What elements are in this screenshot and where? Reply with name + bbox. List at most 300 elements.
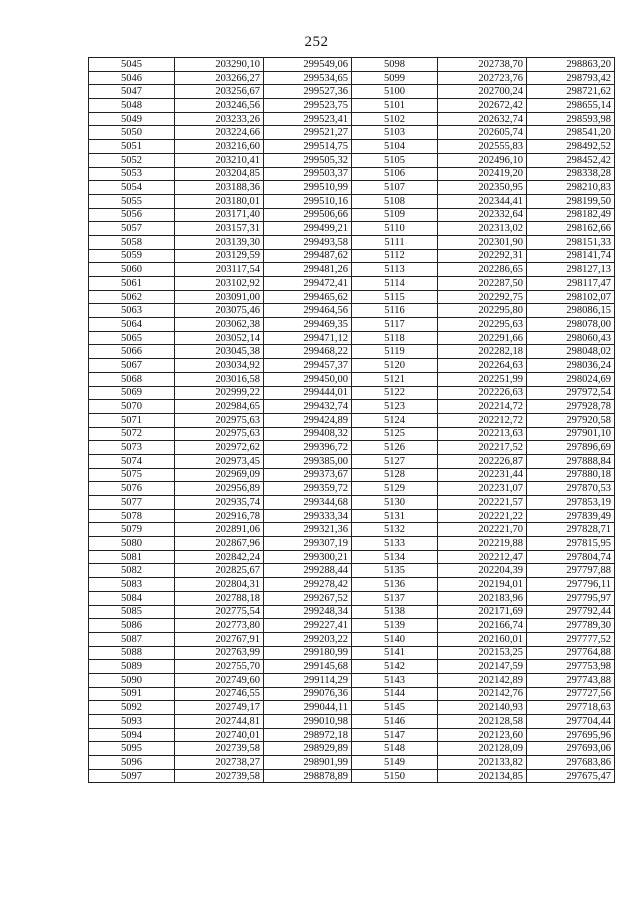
y-coordinate-cell: 299472,41 <box>264 277 352 291</box>
x-coordinate-cell: 202292,31 <box>438 249 527 263</box>
table-row <box>89 153 615 167</box>
point-number-cell: 5096 <box>89 756 175 770</box>
x-coordinate-cell: 202295,80 <box>438 304 527 318</box>
x-coordinate-cell: 202153,25 <box>438 646 527 660</box>
x-coordinate-cell: 202212,72 <box>438 413 527 427</box>
x-coordinate-cell: 203180,01 <box>175 194 264 208</box>
point-number-cell: 5117 <box>352 318 438 332</box>
x-coordinate-cell: 203129,59 <box>175 249 264 263</box>
point-number-cell: 5089 <box>89 660 175 674</box>
point-number-cell: 5058 <box>89 235 175 249</box>
point-number-cell: 5101 <box>352 99 438 113</box>
y-coordinate-cell: 298141,74 <box>527 249 615 263</box>
table-row <box>89 318 615 332</box>
y-coordinate-cell: 299076,36 <box>264 687 352 701</box>
table-row <box>89 660 615 674</box>
x-coordinate-cell: 202984,65 <box>175 400 264 414</box>
x-coordinate-cell: 202739,58 <box>175 742 264 756</box>
x-coordinate-cell: 202969,09 <box>175 468 264 482</box>
x-coordinate-cell: 202555,83 <box>438 140 527 154</box>
point-number-cell: 5099 <box>352 71 438 85</box>
y-coordinate-cell: 299424,89 <box>264 413 352 427</box>
x-coordinate-cell: 202773,80 <box>175 619 264 633</box>
y-coordinate-cell: 298338,28 <box>527 167 615 181</box>
table-row <box>89 591 615 605</box>
point-number-cell: 5092 <box>89 701 175 715</box>
y-coordinate-cell: 298151,33 <box>527 235 615 249</box>
y-coordinate-cell: 297972,54 <box>527 386 615 400</box>
x-coordinate-cell: 202350,95 <box>438 181 527 195</box>
point-number-cell: 5111 <box>352 235 438 249</box>
point-number-cell: 5095 <box>89 742 175 756</box>
table-row <box>89 290 615 304</box>
x-coordinate-cell: 202956,89 <box>175 482 264 496</box>
point-number-cell: 5138 <box>352 605 438 619</box>
point-number-cell: 5054 <box>89 181 175 195</box>
point-number-cell: 5107 <box>352 181 438 195</box>
x-coordinate-cell: 202891,06 <box>175 523 264 537</box>
y-coordinate-cell: 299010,98 <box>264 715 352 729</box>
x-coordinate-cell: 203290,10 <box>175 58 264 72</box>
y-coordinate-cell: 297804,74 <box>527 550 615 564</box>
y-coordinate-cell: 297792,44 <box>527 605 615 619</box>
point-number-cell: 5108 <box>352 194 438 208</box>
x-coordinate-cell: 203266,27 <box>175 71 264 85</box>
x-coordinate-cell: 202286,65 <box>438 263 527 277</box>
x-coordinate-cell: 202204,39 <box>438 564 527 578</box>
y-coordinate-cell: 299321,36 <box>264 523 352 537</box>
table-row <box>89 194 615 208</box>
x-coordinate-cell: 202140,93 <box>438 701 527 715</box>
point-number-cell: 5088 <box>89 646 175 660</box>
y-coordinate-cell: 298102,07 <box>527 290 615 304</box>
point-number-cell: 5136 <box>352 578 438 592</box>
table-row <box>89 386 615 400</box>
y-coordinate-cell: 298655,14 <box>527 99 615 113</box>
x-coordinate-cell: 202221,70 <box>438 523 527 537</box>
y-coordinate-cell: 297764,88 <box>527 646 615 660</box>
point-number-cell: 5084 <box>89 591 175 605</box>
x-coordinate-cell: 202738,27 <box>175 756 264 770</box>
y-coordinate-cell: 299432,74 <box>264 400 352 414</box>
point-number-cell: 5135 <box>352 564 438 578</box>
x-coordinate-cell: 202935,74 <box>175 496 264 510</box>
table-row <box>89 427 615 441</box>
point-number-cell: 5093 <box>89 715 175 729</box>
table-row <box>89 454 615 468</box>
table-row <box>89 126 615 140</box>
x-coordinate-cell: 202214,72 <box>438 400 527 414</box>
point-number-cell: 5132 <box>352 523 438 537</box>
table-row <box>89 235 615 249</box>
table-row <box>89 140 615 154</box>
y-coordinate-cell: 298024,69 <box>527 372 615 386</box>
y-coordinate-cell: 299469,35 <box>264 318 352 332</box>
y-coordinate-cell: 298182,49 <box>527 208 615 222</box>
y-coordinate-cell: 297797,88 <box>527 564 615 578</box>
x-coordinate-cell: 203075,46 <box>175 304 264 318</box>
y-coordinate-cell: 298210,83 <box>527 181 615 195</box>
point-number-cell: 5067 <box>89 359 175 373</box>
table-row <box>89 304 615 318</box>
x-coordinate-cell: 202264,63 <box>438 359 527 373</box>
x-coordinate-cell: 203052,14 <box>175 331 264 345</box>
y-coordinate-cell: 297839,49 <box>527 509 615 523</box>
point-number-cell: 5146 <box>352 715 438 729</box>
point-number-cell: 5149 <box>352 756 438 770</box>
table-row <box>89 345 615 359</box>
x-coordinate-cell: 202171,69 <box>438 605 527 619</box>
table-row <box>89 564 615 578</box>
table-row <box>89 496 615 510</box>
x-coordinate-cell: 202975,63 <box>175 427 264 441</box>
point-number-cell: 5102 <box>352 112 438 126</box>
x-coordinate-cell: 202282,18 <box>438 345 527 359</box>
point-number-cell: 5094 <box>89 728 175 742</box>
y-coordinate-cell: 299510,16 <box>264 194 352 208</box>
y-coordinate-cell: 299145,68 <box>264 660 352 674</box>
y-coordinate-cell: 298929,89 <box>264 742 352 756</box>
point-number-cell: 5059 <box>89 249 175 263</box>
point-number-cell: 5063 <box>89 304 175 318</box>
y-coordinate-cell: 297777,52 <box>527 632 615 646</box>
y-coordinate-cell: 299523,41 <box>264 112 352 126</box>
point-number-cell: 5113 <box>352 263 438 277</box>
x-coordinate-cell: 202344,41 <box>438 194 527 208</box>
table-row <box>89 523 615 537</box>
point-number-cell: 5082 <box>89 564 175 578</box>
x-coordinate-cell: 203139,30 <box>175 235 264 249</box>
table-row <box>89 673 615 687</box>
point-number-cell: 5056 <box>89 208 175 222</box>
point-number-cell: 5086 <box>89 619 175 633</box>
x-coordinate-cell: 203062,38 <box>175 318 264 332</box>
table-row <box>89 728 615 742</box>
table-row <box>89 482 615 496</box>
x-coordinate-cell: 202194,01 <box>438 578 527 592</box>
y-coordinate-cell: 297718,63 <box>527 701 615 715</box>
point-number-cell: 5133 <box>352 537 438 551</box>
y-coordinate-cell: 298492,52 <box>527 140 615 154</box>
x-coordinate-cell: 202973,45 <box>175 454 264 468</box>
x-coordinate-cell: 202147,59 <box>438 660 527 674</box>
x-coordinate-cell: 202419,20 <box>438 167 527 181</box>
x-coordinate-cell: 202804,31 <box>175 578 264 592</box>
point-number-cell: 5065 <box>89 331 175 345</box>
point-number-cell: 5046 <box>89 71 175 85</box>
point-number-cell: 5131 <box>352 509 438 523</box>
point-number-cell: 5090 <box>89 673 175 687</box>
point-number-cell: 5068 <box>89 372 175 386</box>
x-coordinate-cell: 202160,01 <box>438 632 527 646</box>
table-row <box>89 71 615 85</box>
x-coordinate-cell: 203188,36 <box>175 181 264 195</box>
y-coordinate-cell: 298117,47 <box>527 277 615 291</box>
x-coordinate-cell: 202755,70 <box>175 660 264 674</box>
x-coordinate-cell: 202332,64 <box>438 208 527 222</box>
y-coordinate-cell: 299505,32 <box>264 153 352 167</box>
y-coordinate-cell: 298086,15 <box>527 304 615 318</box>
x-coordinate-cell: 203216,60 <box>175 140 264 154</box>
table-row <box>89 441 615 455</box>
y-coordinate-cell: 299248,34 <box>264 605 352 619</box>
point-number-cell: 5066 <box>89 345 175 359</box>
x-coordinate-cell: 203045,38 <box>175 345 264 359</box>
x-coordinate-cell: 202672,42 <box>438 99 527 113</box>
x-coordinate-cell: 203171,40 <box>175 208 264 222</box>
y-coordinate-cell: 299396,72 <box>264 441 352 455</box>
point-number-cell: 5073 <box>89 441 175 455</box>
x-coordinate-cell: 202287,50 <box>438 277 527 291</box>
point-number-cell: 5118 <box>352 331 438 345</box>
y-coordinate-cell: 298048,02 <box>527 345 615 359</box>
x-coordinate-cell: 202123,60 <box>438 728 527 742</box>
y-coordinate-cell: 297675,47 <box>527 769 615 783</box>
y-coordinate-cell: 297795,97 <box>527 591 615 605</box>
x-coordinate-cell: 202749,60 <box>175 673 264 687</box>
y-coordinate-cell: 299300,21 <box>264 550 352 564</box>
y-coordinate-cell: 299464,56 <box>264 304 352 318</box>
table-row <box>89 58 615 72</box>
x-coordinate-cell: 203204,85 <box>175 167 264 181</box>
table-row <box>89 85 615 99</box>
x-coordinate-cell: 203102,92 <box>175 277 264 291</box>
y-coordinate-cell: 297870,53 <box>527 482 615 496</box>
point-number-cell: 5049 <box>89 112 175 126</box>
y-coordinate-cell: 299044,11 <box>264 701 352 715</box>
point-number-cell: 5051 <box>89 140 175 154</box>
point-number-cell: 5143 <box>352 673 438 687</box>
x-coordinate-cell: 202226,63 <box>438 386 527 400</box>
y-coordinate-cell: 299506,66 <box>264 208 352 222</box>
table-row <box>89 359 615 373</box>
table-row <box>89 167 615 181</box>
table-row <box>89 263 615 277</box>
x-coordinate-cell: 202842,24 <box>175 550 264 564</box>
point-number-cell: 5057 <box>89 222 175 236</box>
x-coordinate-cell: 202212,47 <box>438 550 527 564</box>
point-number-cell: 5105 <box>352 153 438 167</box>
y-coordinate-cell: 299499,21 <box>264 222 352 236</box>
y-coordinate-cell: 299344,68 <box>264 496 352 510</box>
x-coordinate-cell: 203224,66 <box>175 126 264 140</box>
point-number-cell: 5072 <box>89 427 175 441</box>
x-coordinate-cell: 202739,58 <box>175 769 264 783</box>
table-row <box>89 756 615 770</box>
y-coordinate-cell: 298793,42 <box>527 71 615 85</box>
y-coordinate-cell: 297789,30 <box>527 619 615 633</box>
point-number-cell: 5076 <box>89 482 175 496</box>
point-number-cell: 5050 <box>89 126 175 140</box>
y-coordinate-cell: 297828,71 <box>527 523 615 537</box>
point-number-cell: 5055 <box>89 194 175 208</box>
x-coordinate-cell: 202632,74 <box>438 112 527 126</box>
x-coordinate-cell: 203256,67 <box>175 85 264 99</box>
point-number-cell: 5052 <box>89 153 175 167</box>
y-coordinate-cell: 299359,72 <box>264 482 352 496</box>
point-number-cell: 5130 <box>352 496 438 510</box>
y-coordinate-cell: 299510,99 <box>264 181 352 195</box>
point-number-cell: 5120 <box>352 359 438 373</box>
table-row <box>89 537 615 551</box>
coordinates-table-body <box>89 58 615 783</box>
table-row <box>89 646 615 660</box>
x-coordinate-cell: 202605,74 <box>438 126 527 140</box>
table-row <box>89 413 615 427</box>
y-coordinate-cell: 298593,98 <box>527 112 615 126</box>
y-coordinate-cell: 297880,18 <box>527 468 615 482</box>
y-coordinate-cell: 298078,00 <box>527 318 615 332</box>
point-number-cell: 5079 <box>89 523 175 537</box>
y-coordinate-cell: 299471,12 <box>264 331 352 345</box>
x-coordinate-cell: 202128,58 <box>438 715 527 729</box>
x-coordinate-cell: 202749,17 <box>175 701 264 715</box>
point-number-cell: 5126 <box>352 441 438 455</box>
point-number-cell: 5137 <box>352 591 438 605</box>
y-coordinate-cell: 298863,20 <box>527 58 615 72</box>
x-coordinate-cell: 202744,81 <box>175 715 264 729</box>
point-number-cell: 5081 <box>89 550 175 564</box>
y-coordinate-cell: 297683,86 <box>527 756 615 770</box>
table-row <box>89 181 615 195</box>
y-coordinate-cell: 299408,32 <box>264 427 352 441</box>
point-number-cell: 5061 <box>89 277 175 291</box>
point-number-cell: 5124 <box>352 413 438 427</box>
y-coordinate-cell: 298972,18 <box>264 728 352 742</box>
x-coordinate-cell: 202738,70 <box>438 58 527 72</box>
table-row <box>89 509 615 523</box>
y-coordinate-cell: 298060,43 <box>527 331 615 345</box>
point-number-cell: 5080 <box>89 537 175 551</box>
x-coordinate-cell: 202133,82 <box>438 756 527 770</box>
y-coordinate-cell: 299481,26 <box>264 263 352 277</box>
x-coordinate-cell: 202183,96 <box>438 591 527 605</box>
y-coordinate-cell: 299267,52 <box>264 591 352 605</box>
x-coordinate-cell: 202788,18 <box>175 591 264 605</box>
point-number-cell: 5144 <box>352 687 438 701</box>
point-number-cell: 5110 <box>352 222 438 236</box>
x-coordinate-cell: 202217,52 <box>438 441 527 455</box>
point-number-cell: 5121 <box>352 372 438 386</box>
y-coordinate-cell: 297853,19 <box>527 496 615 510</box>
point-number-cell: 5140 <box>352 632 438 646</box>
point-number-cell: 5060 <box>89 263 175 277</box>
x-coordinate-cell: 202700,24 <box>438 85 527 99</box>
y-coordinate-cell: 299444,01 <box>264 386 352 400</box>
point-number-cell: 5114 <box>352 277 438 291</box>
x-coordinate-cell: 202746,55 <box>175 687 264 701</box>
point-number-cell: 5141 <box>352 646 438 660</box>
x-coordinate-cell: 203117,54 <box>175 263 264 277</box>
point-number-cell: 5134 <box>352 550 438 564</box>
x-coordinate-cell: 203157,31 <box>175 222 264 236</box>
point-number-cell: 5064 <box>89 318 175 332</box>
y-coordinate-cell: 299503,37 <box>264 167 352 181</box>
y-coordinate-cell: 299487,62 <box>264 249 352 263</box>
point-number-cell: 5106 <box>352 167 438 181</box>
y-coordinate-cell: 299373,67 <box>264 468 352 482</box>
y-coordinate-cell: 298199,50 <box>527 194 615 208</box>
point-number-cell: 5129 <box>352 482 438 496</box>
y-coordinate-cell: 299307,19 <box>264 537 352 551</box>
table-row <box>89 715 615 729</box>
y-coordinate-cell: 299333,34 <box>264 509 352 523</box>
table-row <box>89 605 615 619</box>
x-coordinate-cell: 202972,62 <box>175 441 264 455</box>
point-number-cell: 5075 <box>89 468 175 482</box>
y-coordinate-cell: 299527,36 <box>264 85 352 99</box>
x-coordinate-cell: 202231,44 <box>438 468 527 482</box>
x-coordinate-cell: 202975,63 <box>175 413 264 427</box>
x-coordinate-cell: 202723,76 <box>438 71 527 85</box>
table-row <box>89 632 615 646</box>
table-row <box>89 701 615 715</box>
table-row <box>89 372 615 386</box>
x-coordinate-cell: 203016,58 <box>175 372 264 386</box>
point-number-cell: 5139 <box>352 619 438 633</box>
point-number-cell: 5100 <box>352 85 438 99</box>
point-number-cell: 5078 <box>89 509 175 523</box>
point-number-cell: 5071 <box>89 413 175 427</box>
point-number-cell: 5148 <box>352 742 438 756</box>
x-coordinate-cell: 202221,57 <box>438 496 527 510</box>
x-coordinate-cell: 202219,88 <box>438 537 527 551</box>
y-coordinate-cell: 299523,75 <box>264 99 352 113</box>
x-coordinate-cell: 202740,01 <box>175 728 264 742</box>
y-coordinate-cell: 299514,75 <box>264 140 352 154</box>
table-row <box>89 769 615 783</box>
y-coordinate-cell: 299521,27 <box>264 126 352 140</box>
y-coordinate-cell: 299534,65 <box>264 71 352 85</box>
point-number-cell: 5128 <box>352 468 438 482</box>
x-coordinate-cell: 202825,67 <box>175 564 264 578</box>
point-number-cell: 5103 <box>352 126 438 140</box>
y-coordinate-cell: 297727,56 <box>527 687 615 701</box>
point-number-cell: 5085 <box>89 605 175 619</box>
point-number-cell: 5087 <box>89 632 175 646</box>
coordinates-table <box>88 57 615 783</box>
y-coordinate-cell: 299450,00 <box>264 372 352 386</box>
point-number-cell: 5077 <box>89 496 175 510</box>
y-coordinate-cell: 299288,44 <box>264 564 352 578</box>
x-coordinate-cell: 202496,10 <box>438 153 527 167</box>
point-number-cell: 5122 <box>352 386 438 400</box>
table-row <box>89 468 615 482</box>
x-coordinate-cell: 202213,63 <box>438 427 527 441</box>
y-coordinate-cell: 299203,22 <box>264 632 352 646</box>
y-coordinate-cell: 298036,24 <box>527 359 615 373</box>
point-number-cell: 5104 <box>352 140 438 154</box>
y-coordinate-cell: 299278,42 <box>264 578 352 592</box>
x-coordinate-cell: 202134,85 <box>438 769 527 783</box>
point-number-cell: 5098 <box>352 58 438 72</box>
point-number-cell: 5070 <box>89 400 175 414</box>
y-coordinate-cell: 297920,58 <box>527 413 615 427</box>
point-number-cell: 5123 <box>352 400 438 414</box>
y-coordinate-cell: 298901,99 <box>264 756 352 770</box>
x-coordinate-cell: 202142,76 <box>438 687 527 701</box>
y-coordinate-cell: 298721,62 <box>527 85 615 99</box>
point-number-cell: 5125 <box>352 427 438 441</box>
table-row <box>89 400 615 414</box>
x-coordinate-cell: 202767,91 <box>175 632 264 646</box>
table-row <box>89 578 615 592</box>
point-number-cell: 5083 <box>89 578 175 592</box>
y-coordinate-cell: 298878,89 <box>264 769 352 783</box>
y-coordinate-cell: 297815,95 <box>527 537 615 551</box>
y-coordinate-cell: 299114,29 <box>264 673 352 687</box>
x-coordinate-cell: 203233,26 <box>175 112 264 126</box>
